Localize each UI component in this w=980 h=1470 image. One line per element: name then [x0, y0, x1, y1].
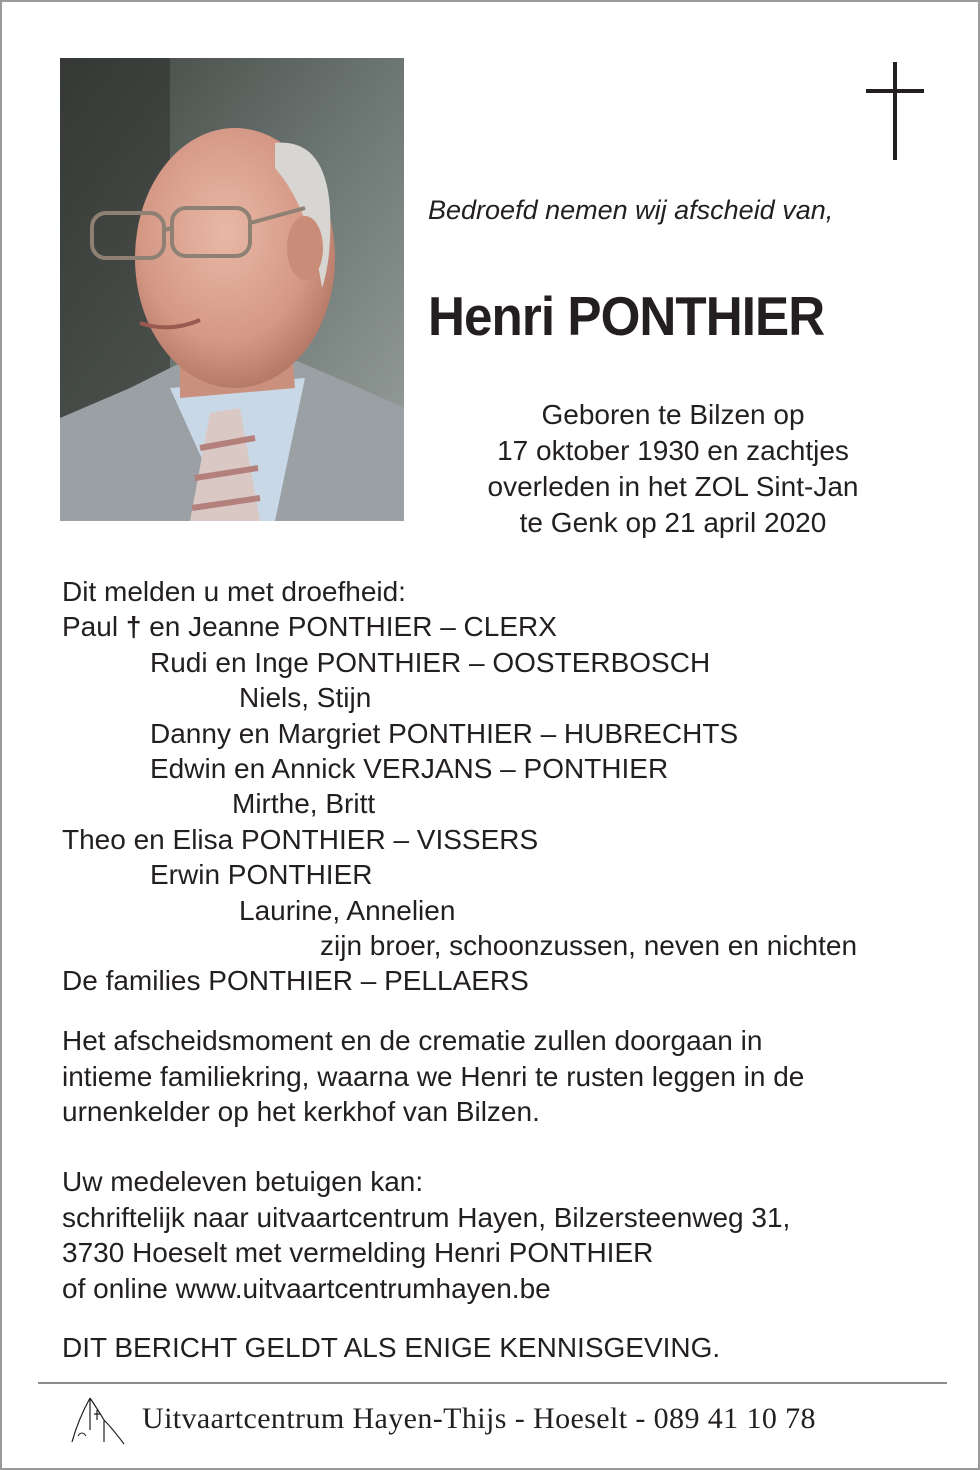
condolences-line: of online www.uitvaartcentrumhayen.be [62, 1272, 551, 1304]
birth-line: Geboren te Bilzen op [541, 399, 805, 430]
family-line: Theo en Elisa PONTHIER – VISSERS [62, 823, 539, 855]
ceremony-line: intieme familiekring, waarna we Henri te rusten leggen in de [62, 1060, 805, 1092]
footer-divider [38, 1382, 947, 1384]
birth-line: overleden in het ZOL Sint-Jan [487, 471, 859, 502]
family-heading: Dit melden u met droefheid: [62, 576, 406, 607]
family-line: Danny en Margriet PONTHIER – HUBRECHTS [150, 717, 739, 749]
family-name: Paul [62, 611, 119, 643]
condolences-line: schriftelijk naar uitvaartcentrum Hayen, Bilzersteenweg 31, [62, 1201, 791, 1233]
family-line: Niels, Stijn [239, 682, 372, 714]
funeral-home-footer: Uitvaartcentrum Hayen-Thijs - Hoeselt - 089 41 10 78 [142, 1402, 816, 1435]
birth-line: 17 oktober 1930 en zachtjes [497, 435, 849, 466]
condolences-line: Uw medeleven betuigen kan: [62, 1166, 424, 1197]
family-line: Erwin PONTHIER [150, 859, 373, 891]
family-list [62, 574, 857, 999]
funeral-home-logo-icon [68, 1390, 128, 1446]
family-line: De families PONTHIER – PELLAERS [62, 965, 529, 997]
portrait-photo [60, 58, 404, 521]
notice-text: DIT BERICHT GELDT ALS ENIGE KENNISGEVING. [62, 1332, 721, 1363]
deceased-name: Henri PONTHIER [428, 285, 825, 347]
deceased-cross-icon: † [125, 611, 142, 643]
birth-death-details [448, 397, 898, 541]
intro-text: Bedroefd nemen wij afscheid van, [428, 195, 834, 225]
condolences-paragraph [62, 1164, 790, 1306]
ceremony-paragraph [62, 1023, 804, 1130]
condolences-line: 3730 Hoeselt met vermelding Henri PONTHIER [62, 1237, 654, 1268]
family-name: en Jeanne PONTHIER – CLERX [149, 611, 557, 643]
family-line: Edwin en Annick VERJANS – PONTHIER [150, 753, 669, 785]
family-line: Mirthe, Britt [232, 788, 376, 820]
cross-icon [866, 62, 924, 162]
ceremony-line: Het afscheidsmoment en de crematie zullen doorgaan in [62, 1025, 763, 1056]
family-line: zijn broer, schoonzussen, neven en nichten [320, 930, 858, 962]
family-line [62, 609, 857, 644]
ceremony-line: urnenkelder op het kerkhof van Bilzen. [62, 1096, 540, 1127]
family-line: Rudi en Inge PONTHIER – OOSTERBOSCH [150, 646, 711, 678]
family-line: Laurine, Annelien [239, 894, 456, 926]
birth-line: te Genk op 21 april 2020 [519, 507, 827, 538]
